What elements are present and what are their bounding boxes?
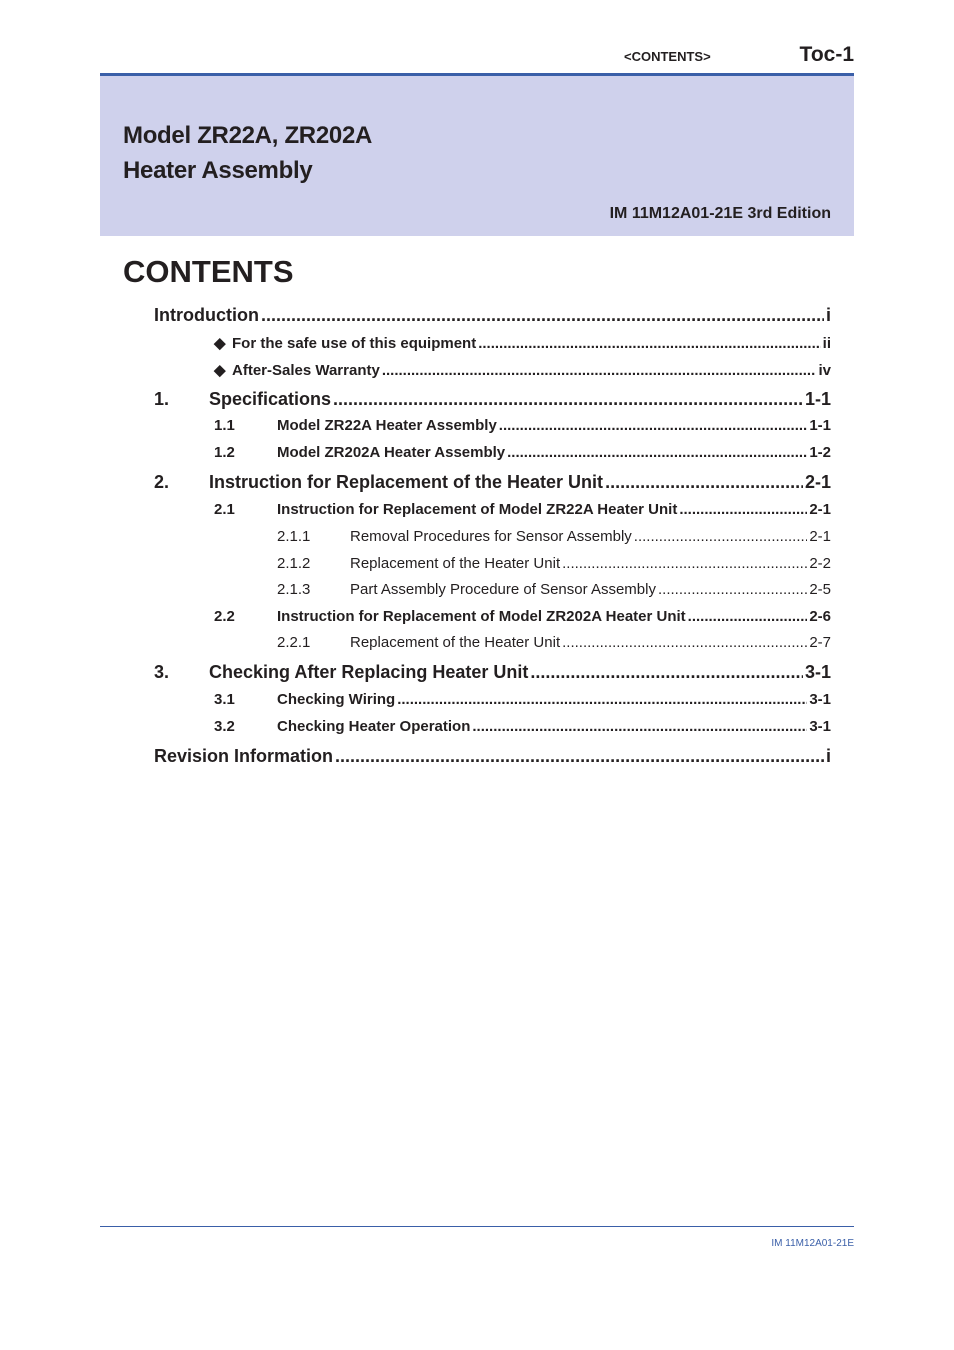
toc-entry-title: For the safe use of this equipment bbox=[232, 335, 477, 352]
toc-entry-3-1[interactable] bbox=[214, 691, 831, 708]
diamond-bullet-icon: ◆ bbox=[214, 335, 226, 352]
toc-dot-leader bbox=[333, 389, 803, 410]
toc-entry-number: 1. bbox=[154, 389, 170, 409]
bottom-rule bbox=[100, 1226, 854, 1227]
toc-entry-title: Model ZR22A Heater Assembly bbox=[277, 417, 497, 434]
toc-entry-page: 2-5 bbox=[809, 581, 831, 598]
toc-dot-leader bbox=[335, 746, 824, 767]
toc-entry-page: iv bbox=[818, 362, 831, 379]
toc-entry-1-2[interactable] bbox=[214, 444, 831, 461]
toc-dot-leader bbox=[382, 362, 817, 379]
toc-entry-title: Revision Information bbox=[154, 746, 334, 766]
title-box bbox=[100, 76, 854, 236]
toc-entry-title: Removal Procedures for Sensor Assembly bbox=[350, 528, 632, 545]
toc-dot-leader bbox=[634, 528, 808, 545]
toc-entry-page: i bbox=[825, 746, 831, 766]
toc-entry-number: 3.2 bbox=[214, 718, 235, 735]
toc-entry-page: 2-6 bbox=[809, 608, 831, 625]
toc-dot-leader bbox=[562, 555, 807, 572]
toc-entry-2-1[interactable] bbox=[214, 501, 831, 518]
toc-entry-2-1-2[interactable] bbox=[277, 555, 831, 572]
toc-entry-title: Checking Wiring bbox=[277, 691, 396, 708]
toc-entry-title: After-Sales Warranty bbox=[232, 362, 380, 379]
toc-entry-3-2[interactable] bbox=[214, 718, 831, 735]
toc-dot-leader bbox=[478, 335, 820, 352]
toc-entry-2-2[interactable] bbox=[214, 608, 831, 625]
toc-entry-number: 2.1 bbox=[214, 501, 235, 518]
toc-entry-number: 2.1.3 bbox=[277, 581, 311, 598]
toc-entry-number: 1.1 bbox=[214, 417, 235, 434]
toc-entry-title: Instruction for Replacement of Model ZR22A Heater Unit bbox=[277, 501, 678, 518]
toc-entry-page: 2-7 bbox=[809, 634, 831, 651]
edition-label: IM 11M12A01-21E 3rd Edition bbox=[609, 205, 831, 222]
toc-entry-3[interactable] bbox=[154, 662, 831, 683]
header-section-label: <CONTENTS> bbox=[624, 49, 711, 64]
toc-dot-leader bbox=[261, 305, 824, 326]
toc-entry-1[interactable] bbox=[154, 389, 831, 410]
toc-entry-page: 2-2 bbox=[809, 555, 831, 572]
toc-dot-leader bbox=[562, 634, 807, 651]
toc-dot-leader bbox=[688, 608, 808, 625]
toc-entry-2-2-1[interactable] bbox=[277, 634, 831, 651]
toc-entry-2-1-1[interactable] bbox=[277, 528, 831, 545]
header-page-number: Toc-1 bbox=[799, 43, 854, 66]
toc-dot-leader bbox=[658, 581, 807, 598]
toc-entry-safe-use[interactable] bbox=[214, 334, 831, 352]
toc-dot-leader bbox=[530, 662, 803, 683]
toc-entry-title: Specifications bbox=[209, 389, 332, 409]
toc-entry-title: Replacement of the Heater Unit bbox=[350, 555, 561, 572]
toc-entry-page: ii bbox=[822, 335, 831, 352]
toc-entry-1-1[interactable] bbox=[214, 417, 831, 434]
toc-entry-number: 2.2.1 bbox=[277, 634, 311, 651]
toc-entry-title: Instruction for Replacement of Model ZR202A Heater Unit bbox=[277, 608, 686, 625]
toc-entry-page: 1-1 bbox=[804, 389, 831, 409]
toc-entry-introduction[interactable] bbox=[154, 305, 831, 326]
toc-dot-leader bbox=[605, 472, 803, 493]
toc-entry-page: 2-1 bbox=[809, 528, 831, 545]
contents-heading: CONTENTS bbox=[123, 254, 294, 289]
toc-entry-revision-information[interactable] bbox=[154, 746, 831, 767]
diamond-bullet-icon: ◆ bbox=[214, 362, 226, 379]
toc-entry-page: 2-1 bbox=[804, 472, 831, 492]
toc-entry-title: Checking Heater Operation bbox=[277, 718, 471, 735]
toc-entry-2[interactable] bbox=[154, 472, 831, 493]
toc-entry-title: Instruction for Replacement of the Heater Unit bbox=[209, 472, 604, 492]
toc-entry-page: 1-2 bbox=[809, 444, 831, 461]
toc-entry-page: 1-1 bbox=[809, 417, 831, 434]
toc-entry-number: 2.1.1 bbox=[277, 528, 311, 545]
toc-entry-2-1-3[interactable] bbox=[277, 581, 831, 598]
toc-entry-title: Model ZR202A Heater Assembly bbox=[277, 444, 506, 461]
toc-entry-title: Introduction bbox=[154, 305, 259, 325]
toc-dot-leader bbox=[507, 444, 807, 461]
toc-dot-leader bbox=[679, 501, 807, 518]
toc-entry-number: 2.2 bbox=[214, 608, 235, 625]
toc-entry-number: 3.1 bbox=[214, 691, 235, 708]
toc-entry-title: Part Assembly Procedure of Sensor Assembly bbox=[350, 581, 656, 598]
toc-dot-leader bbox=[397, 691, 807, 708]
footer-document-id: IM 11M12A01-21E bbox=[771, 1238, 854, 1249]
toc-entry-title: Replacement of the Heater Unit bbox=[350, 634, 561, 651]
toc-entry-page: i bbox=[825, 305, 831, 325]
toc-entry-number: 3. bbox=[154, 662, 170, 682]
toc-entry-page: 2-1 bbox=[809, 501, 831, 518]
document-title-line1: Model ZR22A, ZR202A bbox=[123, 122, 373, 149]
toc-entry-after-sales-warranty[interactable] bbox=[214, 361, 831, 379]
toc-entry-number: 1.2 bbox=[214, 444, 235, 461]
toc-entry-page: 3-1 bbox=[809, 691, 831, 708]
toc-entry-number: 2. bbox=[154, 472, 170, 492]
toc-dot-leader bbox=[499, 417, 808, 434]
document-title-line2: Heater Assembly bbox=[123, 157, 313, 184]
toc-entry-page: 3-1 bbox=[804, 662, 831, 682]
toc-entry-page: 3-1 bbox=[809, 718, 831, 735]
toc-entry-number: 2.1.2 bbox=[277, 555, 311, 572]
toc-dot-leader bbox=[472, 718, 807, 735]
toc-entry-title: Checking After Replacing Heater Unit bbox=[209, 662, 529, 682]
